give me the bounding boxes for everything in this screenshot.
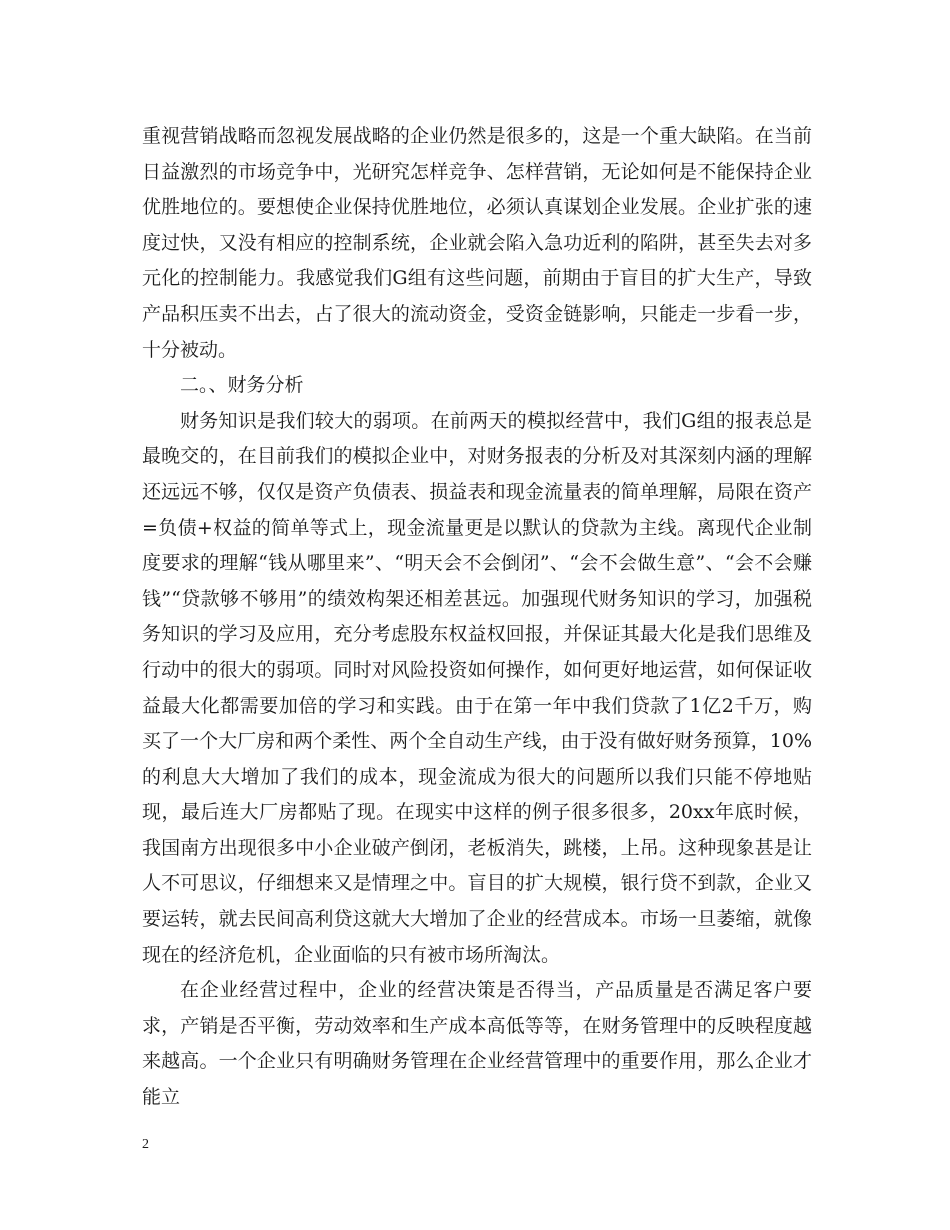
paragraph-business-operations: 在企业经营过程中，企业的经营决策是否得当，产品质量是否满足客户要求，产销是否平衡，劳动效率和生产成本高低等等，在财务管理中的反映程度越来越高。一个企业只有明确财务管理在企业经营管理中的重要作用，那么企业才能立	[142, 979, 812, 1109]
document-body	[142, 119, 812, 1116]
page-number: 2	[142, 1137, 149, 1152]
paragraph-strategy-deficiency: 重视营销战略而忽视发展战略的企业仍然是很多的，这是一个重大缺陷。在当前日益激烈的市场竞争中，光研究怎样竞争、怎样营销，无论如何是不能保持企业优胜地位的。要想使企业保持优胜地位，必须认真谋划企业发展。企业扩张的速度过快，又没有相应的控制系统，企业就会陷入急功近利的陷阱，甚至失去对多元化的控制能力。我感觉我们G组有这些问题，前期由于盲目的扩大生产，导致产品积压卖不出去，占了很大的流动资金，受资金链影响，只能走一步看一步，十分被动。	[142, 125, 812, 361]
section-heading-financial-analysis: 二。、财务分析	[180, 374, 304, 397]
paragraph-financial-knowledge: 财务知识是我们较大的弱项。在前两天的模拟经营中，我们G组的报表总是最晚交的，在目前我们的模拟企业中，对财务报表的分析及对其深刻内涵的理解还远远不够，仅仅是资产负债表、损益表和现金流量表的简单理解，局限在资产=负债+权益的简单等式上，现金流量更是以默认的贷款为主线。离现代企业制度要求的理解“钱从哪里来”、“明天会不会倒闭”、“会不会做生意”、“会不会赚钱”“贷款够不够用”的绩效构架还相差甚远。加强现代财务知识的学习，加强税务知识的学习及应用，充分考虑股东权益权回报，并保证其最大化是我们思维及行动中的很大的弱项。同时对风险投资如何操作，如何更好地运营，如何保证收益最大化都需要加倍的学习和实践。由于在第一年中我们贷款了1亿2千万，购买了一个大厂房和两个柔性、两个全自动生产线，由于没有做好财务预算，10%的利息大大增加了我们的成本，现金流成为很大的问题所以我们只能不停地贴现，最后连大厂房都贴了现。在现实中这样的例子很多很多，20xx年底时候，我国南方出现很多中小企业破产倒闭，老板消失，跳楼，上吊。这种现象甚是让人不可思议，仔细想来又是情理之中。盲目的扩大规模，银行贷不到款，企业又要运转，就去民间高利贷这就大大增加了企业的经营成本。市场一旦萎缩，就像现在的经济危机，企业面临的只有被市场所淘汰。	[142, 409, 812, 966]
